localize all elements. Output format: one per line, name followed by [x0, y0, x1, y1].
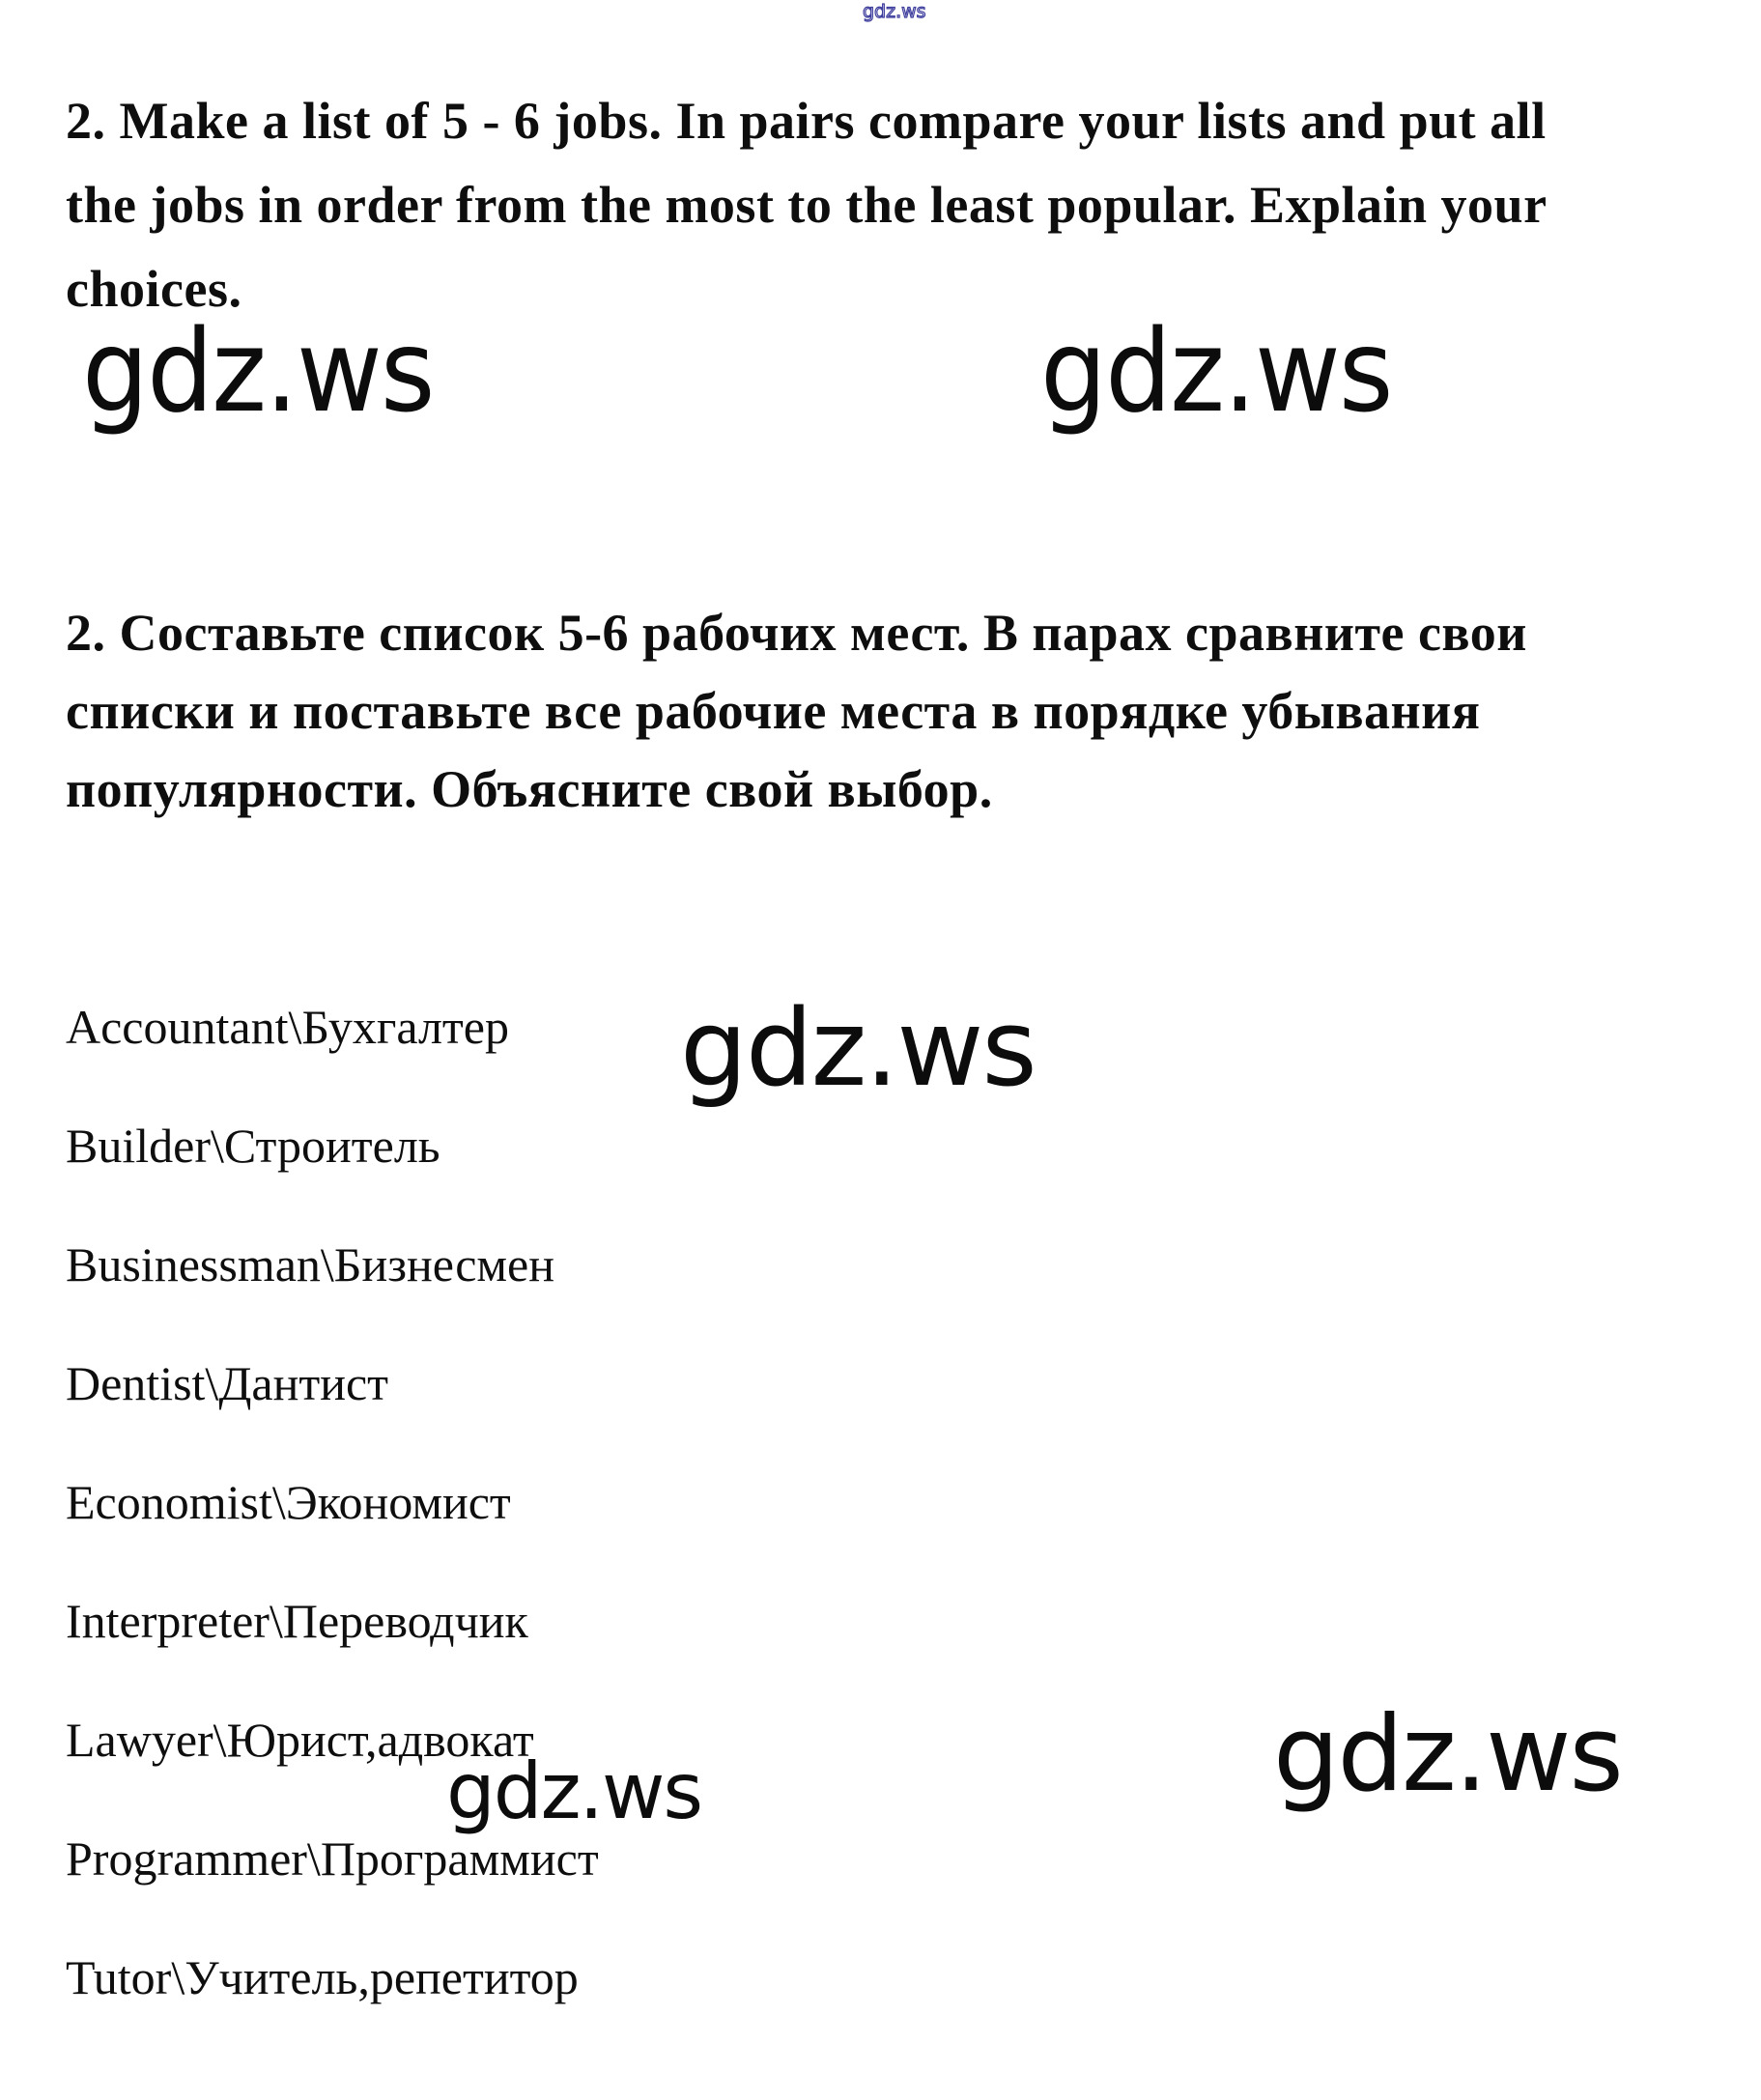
task-en-line-3: choices.	[66, 260, 242, 318]
watermark-large-left: gdz.ws	[82, 304, 434, 438]
task-en-line-1: 2. Make a list of 5 - 6 jobs. In pairs compare your lists and put all	[66, 92, 1547, 150]
job-item-accountant: Accountant\Бухгалтер	[66, 1000, 509, 1054]
job-list	[66, 1000, 599, 2004]
task-en-line-2: the jobs in order from the most to the least popular. Explain your	[66, 176, 1548, 234]
watermark-large-right: gdz.ws	[1040, 304, 1392, 438]
task-ru-line-1: 2. Составьте список 5-6 рабочих мест. В парах сравните свои	[66, 604, 1527, 662]
job-item-programmer: Programmer\Программист	[66, 1831, 599, 1886]
job-item-businessman: Businessman\Бизнесмен	[66, 1237, 554, 1291]
job-item-lawyer: Lawyer\Юрист,адвокат	[66, 1713, 534, 1767]
job-item-builder: Builder\Строитель	[66, 1119, 440, 1173]
job-item-tutor: Tutor\Учитель,репетитор	[66, 1950, 579, 2004]
task-heading-en	[66, 92, 1548, 318]
watermark-middle: gdz.ws	[680, 986, 1036, 1110]
task-heading-ru	[66, 604, 1527, 818]
watermark-bottom-left: gdz.ws	[446, 1746, 702, 1836]
task-ru-line-3: популярности. Объясните свой выбор.	[66, 760, 993, 818]
job-item-economist: Economist\Экономист	[66, 1475, 511, 1529]
task-ru-line-2: списки и поставьте все рабочие места в порядке убывания	[66, 682, 1481, 740]
job-item-interpreter: Interpreter\Переводчик	[66, 1594, 528, 1648]
job-item-dentist: Dentist\Дантист	[66, 1356, 389, 1410]
watermark-top: gdz.ws	[863, 1, 926, 22]
watermark-bottom-right: gdz.ws	[1273, 1694, 1622, 1815]
